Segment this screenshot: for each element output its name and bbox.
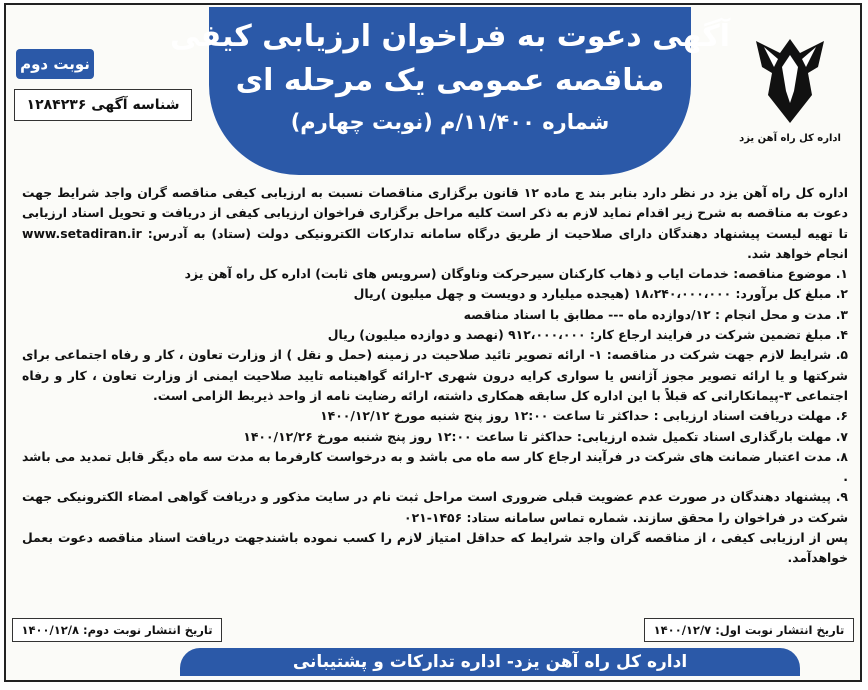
notice-header [6, 5, 860, 183]
notice-number: شماره ۱۱/۴۰۰/م (نوبت چهارم) [290, 110, 610, 134]
item-registration: ۹. پیشنهاد دهندگان در صورت عدم عضویت قبلی ضروری است مراحل ثبت نام در سایت مذکور و دریافت گواهی امضاء الکترونیکی جهت شرکت در فراخوان را محقق سازند. شماره تماس سامانه ستاد: ۱۴۵۶-۰۲۱ [22, 489, 848, 525]
item-guarantee: ۴. مبلغ تضمین شرکت در فرایند ارجاع کار: ۹۱۲،۰۰۰،۰۰۰ (نهصد و دوازده میلیون) ریال [327, 327, 848, 343]
intro-paragraph: اداره کل راه آهن یزد در نظر دارد بنابر بند ج ماده ۱۲ قانون برگزاری مناقصات نسبت به ارزیابی کیفی مناقصه گران واجد شرایط جهت دعوت به مناقصه به شرح زیر اقدام نماید لازم به ذکر است کلیه مراحل برگزاری فراخوان ارزیابی کیفی از دریافت و تحویل اسناد ارزیابی تا تهیه لیست پیشنهاد دهندگان دارای صلاحیت از طریق درگاه سامانه تدارکات الکترونیکی دولت (ستاد) به آدرس: www.setadiran.ir انجام خواهد شد. [22, 185, 848, 261]
closing-paragraph: پس از ارزیابی کیفی ، از مناقصه گران واجد شرایط که حداقل امتیاز لازم را کسب نموده باشندجهت دریافت اسناد مناقصه دعوت بعمل خواهدآمد. [22, 530, 848, 566]
item-upload-deadline: ۷. مهلت بارگذاری اسناد تکمیل شده ارزیابی: حداکثر تا ساعت ۱۲:۰۰ روز پنج شنبه مورخ ۱۴۰۰/۱۲/۲۶ [243, 428, 848, 444]
item-guarantee-validity: ۸. مدت اعتبار ضمانت های شرکت در فرآیند ارجاع کار سه ماه می باشد و به درخواست کارفرما به مدت سه ماه دیگر قابل تمدید می باشد . [22, 448, 848, 485]
organization-logo [736, 33, 844, 163]
winged-emblem-icon [748, 33, 832, 129]
item-estimate: ۲. مبلغ کل برآورد: ۱۸،۲۴۰،۰۰۰،۰۰۰ (هیجده میلیارد و دویست و چهل میلیون )ریال [353, 286, 848, 302]
title-banner [170, 7, 730, 175]
second-publication-date: تاریخ انتشار نوبت دوم: ۱۴۰۰/۱۲/۸ [12, 618, 222, 642]
notice-title: آگهی دعوت به فراخوان ارزیابی کیفی [170, 19, 730, 54]
notice-subtitle: مناقصه عمومی یک مرحله ای [235, 63, 665, 98]
ad-identifier: شناسه آگهی ۱۲۸۴۲۳۶ [14, 89, 192, 121]
item-subject: ۱. موضوع مناقصه: خدمات ایاب و ذهاب کارکنان سیرحرکت وناوگان (سرویس های ثابت) اداره کل راه آهن یزد [184, 266, 848, 282]
logo-caption: اداره کل راه آهن یزد [739, 133, 841, 144]
first-publication-date: تاریخ انتشار نوبت اول: ۱۴۰۰/۱۲/۷ [644, 618, 854, 642]
item-receive-deadline: ۶. مهلت دریافت اسناد ارزیابی : حداکثر تا ساعت ۱۲:۰۰ روز پنج شنبه مورخ ۱۴۰۰/۱۲/۱۲ [320, 408, 848, 424]
publication-dates [6, 618, 860, 642]
tender-notice [4, 3, 862, 682]
turn-badge: نوبت دوم [16, 49, 94, 79]
footer-banner: اداره کل راه آهن یزد- اداره تدارکات و پشتیبانی [180, 648, 800, 676]
notice-body [22, 183, 848, 569]
item-duration: ۳. مدت و محل انجام : ۱۲/دوازده ماه --- مطابق با اسناد مناقصه [463, 306, 848, 322]
item-requirements: ۵. شرایط لازم جهت شرکت در مناقصه: ۱- ارائه تصویر تائید صلاحیت در زمینه (حمل و نقل ) از وزارت تعاون ، کار و رفاه اجتماعی برای شرکتها و یا ارائه تصویر مجوز آژانس یا سواری کرایه درون شهری ۲-ارائه گواهینامه تایید صلاحیت ایمنی از وزارت تعاون ، کار و رفاه اجتماعی ۳-پیمانکارانی که قبلاً با این اداره کل سابقه همکاری داشته، ارائه رضایت نامه از واحد ذیربط الزامی است. [22, 347, 848, 403]
